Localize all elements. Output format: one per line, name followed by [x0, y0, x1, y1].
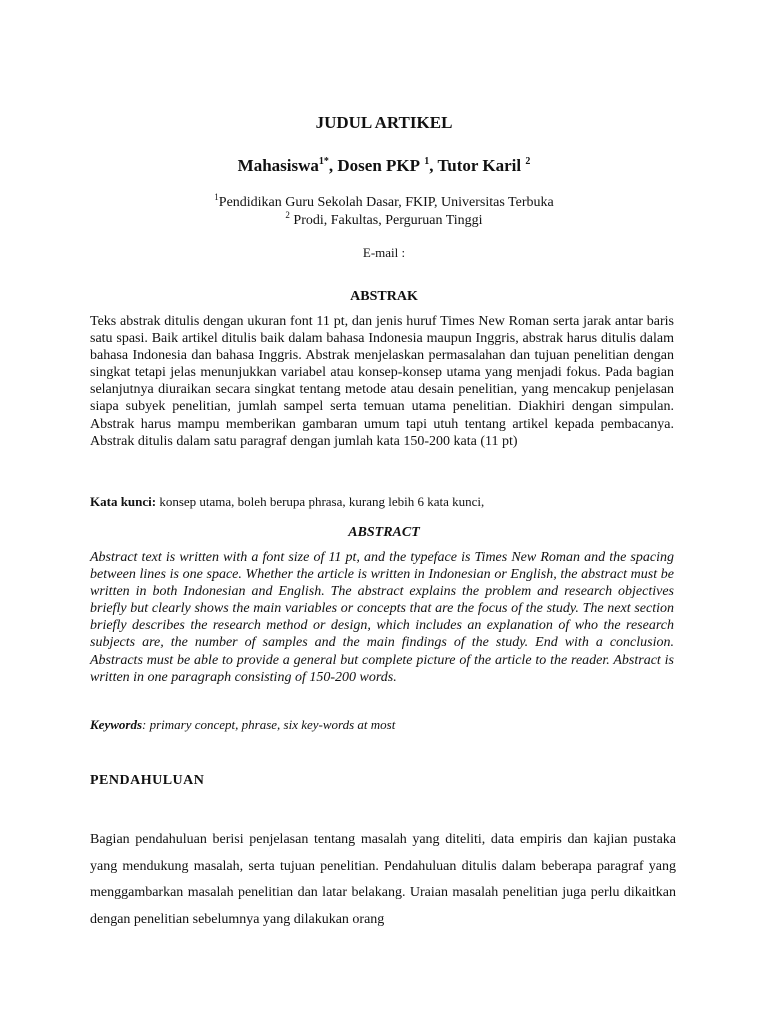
kata-kunci-label: Kata kunci:: [90, 494, 157, 509]
author-name: Mahasiswa: [237, 156, 319, 175]
affiliation-text: Pendidikan Guru Sekolah Dasar, FKIP, Universitas Terbuka: [218, 195, 554, 210]
author-name: Tutor Karil: [437, 156, 522, 175]
kata-kunci-line: [90, 494, 690, 510]
kata-kunci-text: konsep utama, boleh berupa phrasa, kurang lebih 6 kata kunci,: [156, 494, 485, 509]
affiliation-text: Prodi, Fakultas, Perguruan Tinggi: [289, 213, 483, 228]
article-title: JUDUL ARTIKEL: [315, 113, 453, 132]
affiliation-2: [0, 210, 768, 229]
author-superscript: 1*: [318, 156, 329, 167]
pendahuluan-paragraph: Bagian pendahuluan berisi penjelasan tentang masalah yang diteliti, data empiris dan kajian pustaka yang mendukung masalah, serta tujuan penelitian. Pendahuluan ditulis dalam beberapa paragraf yang menggambarkan masalah penelitian dan latar belakang. Uraian masalah penelitian juga perlu dikaitkan dengan penelitian sebelumnya yang dilakukan orang: [90, 832, 676, 927]
abstrak-heading: ABSTRAK: [350, 289, 418, 304]
author-line: [0, 156, 768, 176]
abstract-heading: ABSTRACT: [348, 525, 420, 540]
keywords-label: Keywords: [90, 717, 142, 732]
email-line: E-mail :: [362, 245, 406, 260]
keywords-line: [90, 717, 690, 733]
author-name: Dosen PKP: [337, 156, 421, 175]
abstrak-paragraph: Teks abstrak ditulis dengan ukuran font 11 pt, dan jenis huruf Times New Roman serta jarak antar baris satu spasi. Baik artikel ditulis baik dalam bahasa Indonesia maupun Inggris, abstrak harus ditulis dalam bahasa Indonesia dan bahasa Inggris. Abstrak menjelaskan permasalahan dan tujuan penelitian dengan singkat tetapi jelas menunjukkan variabel atau konsep-konsep utama yang menjadi fokus. Pada bagian selanjutnya diuraikan secara singkat tentang metode atau desain penelitian, yang mencakup penjelasan siapa subyek penelitian, jumlah sampel serta temuan utama penelitian. Diakhiri dengan simpulan. Abstrak harus mampu memberikan gambaran umum tapi utuh tentang artikel kepada pembacanya. Abstrak ditulis dalam satu paragraf dengan jumlah kata 150-200 kata (11 pt): [90, 314, 674, 449]
author-superscript: 1: [424, 156, 430, 167]
affiliation-1: [0, 192, 768, 211]
affiliation-superscript: 1: [214, 192, 219, 202]
author-superscript: 2: [525, 156, 531, 167]
abstract-paragraph: Abstract text is written with a font size of 11 pt, and the typeface is Times New Roman and the spacing between lines is one space. Whether the article is written in Indonesian or English, the abstract must be written in both Indonesian and English. The abstract explains the problem and research objectives briefly but clearly shows the main variables or concepts that are the focus of the study. The next section briefly describes the research method or design, which includes an explanation of who the research subjects are, the number of samples and the main findings of the study. End with a conclusion. Abstracts must be able to provide a general but complete picture of the article to the reader. Abstract is written in one paragraph consisting of 150-200 words.: [90, 550, 674, 685]
affiliation-superscript: 2: [285, 210, 290, 220]
author-separator: ,: [328, 156, 338, 175]
author-separator: ,: [429, 156, 438, 175]
keywords-text: : primary concept, phrase, six key-words at most: [142, 717, 396, 732]
pendahuluan-heading: PENDAHULUAN: [90, 773, 205, 788]
